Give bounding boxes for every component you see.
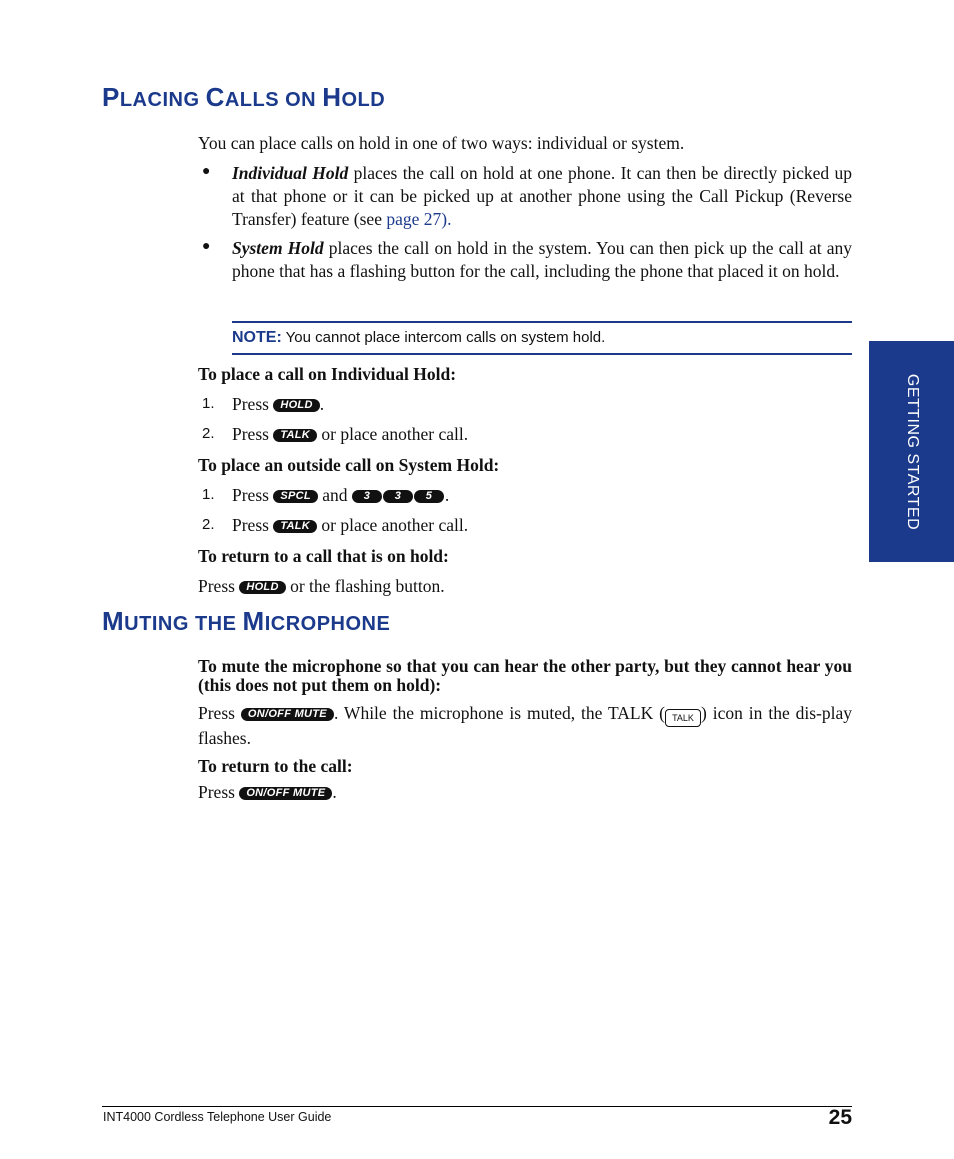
step-press-talk: Press TALK or place another call. (232, 424, 469, 444)
step-number: 1. (202, 395, 215, 412)
side-tab-label: GETTING STARTED (903, 373, 921, 530)
proc-return-call-heading: To return to the call: (198, 756, 353, 776)
bullet-individual-hold: Individual Hold places the call on hold at one phone. It can then be directly picked up at that phone or it can be picked up at another phone using the Call Pickup (Reverse Transfer) feature (see page 27). (232, 163, 853, 229)
digit-5-key: 5 (414, 490, 444, 503)
step-number: 1. (202, 486, 215, 503)
on-off-mute-key: ON/OFF MUTE (239, 787, 332, 800)
step-press-hold-return: Press HOLD or the flashing button. (198, 576, 445, 596)
proc-mute-heading: To mute the microphone so that you can hear the other party, but they cannot hear you (this does not put them on hold): (198, 656, 852, 695)
proc-individual-hold-heading: To place a call on Individual Hold: (198, 364, 457, 384)
side-tab-getting-started (869, 341, 954, 562)
talk-display-icon: TALK (665, 709, 701, 727)
footer-rule (102, 1106, 852, 1107)
note-label: NOTE: (232, 329, 282, 346)
spcl-key: SPCL (273, 490, 318, 503)
talk-key: TALK (273, 429, 317, 442)
step-press-mute-return: Press ON/OFF MUTE . (198, 782, 337, 802)
footer-title: INT4000 Cordless Telephone User Guide (103, 1110, 332, 1124)
intro-paragraph: You can place calls on hold in one of two ways: individual or system. (198, 133, 685, 153)
bullet-system-hold: System Hold places the call on hold in the system. You can then pick up the call at any phone that has a flashing button for the call, including the phone that placed it on hold. (232, 238, 852, 281)
step-press-hold: Press HOLD . (232, 394, 325, 414)
hold-key: HOLD (239, 581, 285, 594)
step-press-mute: Press ON/OFF MUTE . While the microphone is muted, the TALK ( TALK ) icon in the dis-play flashes. (198, 703, 853, 748)
step-number: 2. (202, 425, 215, 442)
digit-3-key: 3 (383, 490, 413, 503)
section-title-muting-the-microphone: MUTING THE MICROPHONE (102, 606, 391, 636)
note-box (232, 321, 852, 355)
step-number: 2. (202, 516, 215, 533)
bullet-marker: ● (202, 239, 211, 254)
proc-return-hold-heading: To return to a call that is on hold: (198, 546, 449, 566)
hold-key: HOLD (273, 399, 319, 412)
step-press-talk: Press TALK or place another call. (232, 515, 469, 535)
page-number: 25 (828, 1106, 852, 1129)
proc-system-hold-heading: To place an outside call on System Hold: (198, 455, 500, 475)
talk-key: TALK (273, 520, 317, 533)
on-off-mute-key: ON/OFF MUTE (241, 708, 334, 721)
section-title-placing-calls-on-hold: PLACING CALLS ON HOLD (102, 82, 386, 112)
digit-3-key: 3 (352, 490, 382, 503)
note-text: You cannot place intercom calls on system hold. (281, 329, 606, 346)
page-27-link[interactable]: page 27 (386, 209, 442, 229)
step-press-spcl-335: Press SPCL and 3 3 5 . (232, 485, 450, 505)
bullet-marker: ● (202, 164, 211, 179)
